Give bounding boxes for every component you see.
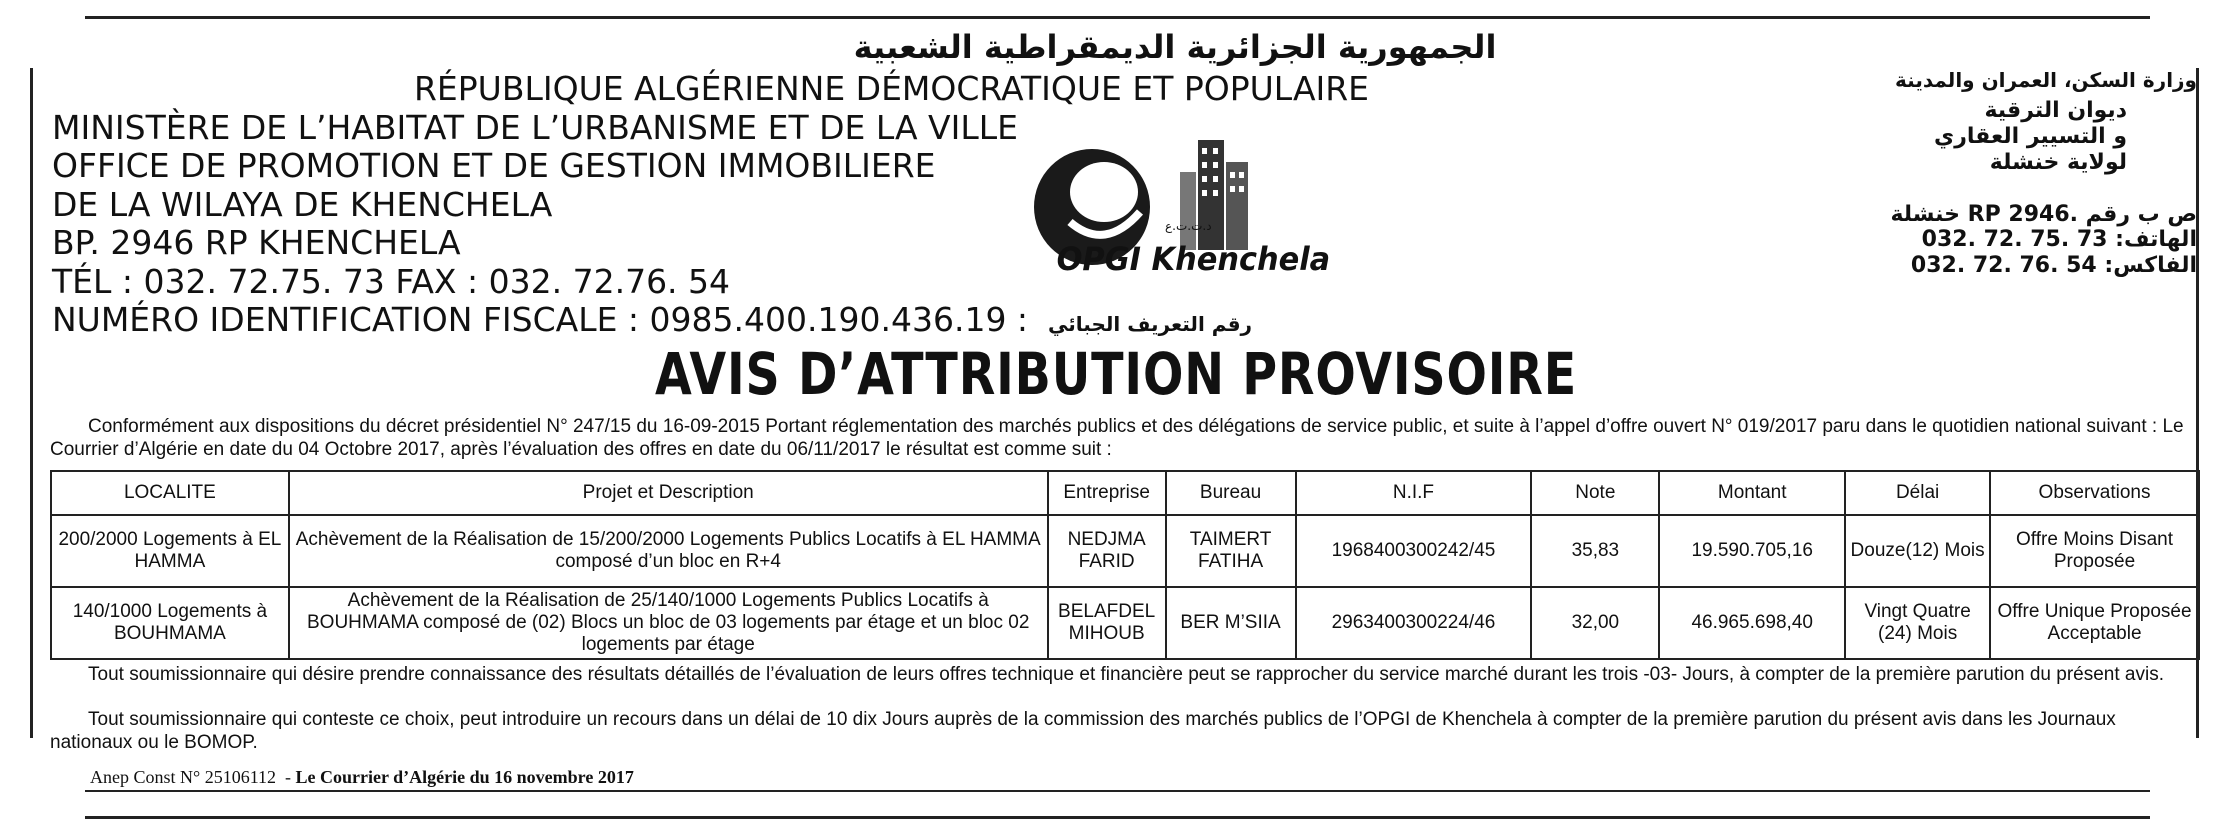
- cell-bureau: TAIMERT FATIHA: [1166, 515, 1296, 587]
- cell-nif: 2963400300224/46: [1296, 587, 1532, 659]
- phone-fax-line: TÉL : 032. 72.75. 73 FAX : 032. 72.76. 54: [52, 261, 731, 301]
- arabic-tel-value: 032. 72. 75. 73: [1921, 227, 2108, 252]
- publication-source: Le Courrier d’Algérie du 16 novembre 2017: [295, 767, 634, 787]
- cell-localite: 200/2000 Logements à EL HAMMA: [51, 515, 289, 587]
- cell-localite: 140/1000 Logements à BOUHMAMA: [51, 587, 289, 659]
- col-montant: Montant: [1659, 471, 1845, 515]
- cell-delai: Vingt Quatre (24) Mois: [1845, 587, 1990, 659]
- cell-bureau: BER M’SIIA: [1166, 587, 1296, 659]
- cell-projet: Achèvement de la Réalisation de 15/200/2000 Logements Publics Locatifs à EL HAMMA composé d’un bloc en R+4: [289, 515, 1048, 587]
- col-entreprise: Entreprise: [1048, 471, 1166, 515]
- logo-small-text: د.ت.ت.ع: [1165, 219, 1212, 233]
- cell-montant: 19.590.705,16: [1659, 515, 1845, 587]
- cell-observations: Offre Moins Disant Proposée: [1990, 515, 2199, 587]
- notice-title: AVIS D’ATTRIBUTION PROVISOIRE: [654, 340, 1578, 408]
- closing-paragraph-1: [50, 663, 2200, 686]
- ministry-line: MINISTÈRE DE L’HABITAT DE L’URBANISME ET DE LA VILLE: [52, 107, 1018, 147]
- left-border: [30, 68, 33, 738]
- footer-separator: [85, 790, 2150, 792]
- cell-observations: Offre Unique Proposée Acceptable: [1990, 587, 2199, 659]
- intro-text: Conformément aux dispositions du décret présidentiel N° 247/15 du 16-09-2015 Portant réglementation des marchés publics et des délégations de service public, et suite à l’appel d’offre ouvert N° 019/2017 paru dans le quotidien national suivant : Le Courrier d’Algérie en date du 04 Octobre 2017, après l’évaluation des offres en date du 06/11/2017 le résultat est comme suit :: [50, 416, 2184, 460]
- arabic-ministry: وزارة السكن، العمران والمدينة: [1895, 68, 2197, 92]
- closing-text-1: Tout soumissionnaire qui désire prendre connaissance des résultats détaillés de l’évaluation de leurs offres technique et financière peut se rapprocher du service marché durant les trois -03- Jours, à compter de la première parution du présent avis.: [88, 664, 2165, 685]
- anep-ref: Anep Const N° 25106112: [90, 767, 277, 787]
- nif-line: [52, 301, 1302, 344]
- col-delai: Délai: [1845, 471, 1990, 515]
- cell-note: 32,00: [1531, 587, 1659, 659]
- top-rule: [85, 16, 2150, 19]
- bp-line: BP. 2946 RP KHENCHELA: [52, 223, 461, 262]
- col-projet: Projet et Description: [289, 471, 1048, 515]
- arabic-fax-value: 032. 72. 76. 54: [1910, 253, 2097, 278]
- results-table: [50, 470, 2200, 660]
- cell-nif: 1968400300242/45: [1296, 515, 1532, 587]
- col-localite: LOCALITE: [51, 471, 289, 515]
- col-bureau: Bureau: [1166, 471, 1296, 515]
- logo-text: OPGI Khenchela: [1056, 241, 1331, 279]
- table-row: [51, 587, 2199, 659]
- table-row: [51, 515, 2199, 587]
- arabic-tel: [1677, 227, 2197, 253]
- opgi-logo: [1030, 132, 1331, 282]
- arabic-office-2: و التسيير العقاري: [1934, 124, 2127, 149]
- arabic-office-1: ديوان الترقية: [1984, 98, 2127, 123]
- office-line: OFFICE DE PROMOTION ET DE GESTION IMMOBILIERE: [52, 146, 936, 185]
- publication-footer: Anep Const N° 25106112 - Le Courrier d’Algérie du 16 novembre 2017: [90, 767, 634, 787]
- cell-entreprise: NEDJMA FARID: [1048, 515, 1166, 587]
- col-note: Note: [1531, 471, 1659, 515]
- intro-paragraph: [50, 415, 2200, 461]
- arabic-bp: ص ب رقم .RP 2946 خنشلة: [1890, 202, 2197, 227]
- arabic-letterhead: [1677, 68, 2197, 279]
- col-nif: N.I.F: [1296, 471, 1532, 515]
- col-observations: Observations: [1990, 471, 2199, 515]
- wilaya-line: DE LA WILAYA DE KHENCHELA: [52, 184, 553, 224]
- cell-projet: Achèvement de la Réalisation de 25/140/1000 Logements Publics Locatifs à BOUHMAMA composé de (02) Blocs un bloc de 03 logements par étage et un bloc 02 logements par étage: [289, 587, 1048, 659]
- arabic-fax: [1677, 253, 2197, 279]
- republic-title: RÉPUBLIQUE ALGÉRIENNE DÉMOCRATIQUE ET POPULAIRE: [414, 69, 1370, 108]
- cell-delai: Douze(12) Mois: [1845, 515, 1990, 587]
- bottom-rule: [85, 816, 2150, 819]
- closing-paragraph-2: [50, 708, 2200, 754]
- cell-montant: 46.965.698,40: [1659, 587, 1845, 659]
- cell-note: 35,83: [1531, 515, 1659, 587]
- arabic-office-3: لولاية خنشلة: [1989, 150, 2127, 175]
- table-header-row: [51, 471, 2199, 515]
- arabic-fax-label: الفاكس:: [2104, 253, 2197, 278]
- closing-text-2: Tout soumissionnaire qui conteste ce choix, peut introduire un recours dans un délai de 10 dix Jours auprès de la commission des marchés publics de l’OPGI de Khenchela à compter de la première parution du présent avis dans les Journaux nationaux ou le BOMOP.: [50, 709, 2116, 753]
- nif-arabic: رقم التعريف الجبائي: [1048, 312, 1253, 336]
- nif-text: NUMÉRO IDENTIFICATION FISCALE : 0985.400.190.436.19 :: [52, 300, 1029, 339]
- arabic-tel-label: الهاتف:: [2115, 227, 2197, 252]
- cell-entreprise: BELAFDEL MIHOUB: [1048, 587, 1166, 659]
- arabic-republic-title: الجمهورية الجزائرية الديمقراطية الشعبية: [853, 28, 1497, 66]
